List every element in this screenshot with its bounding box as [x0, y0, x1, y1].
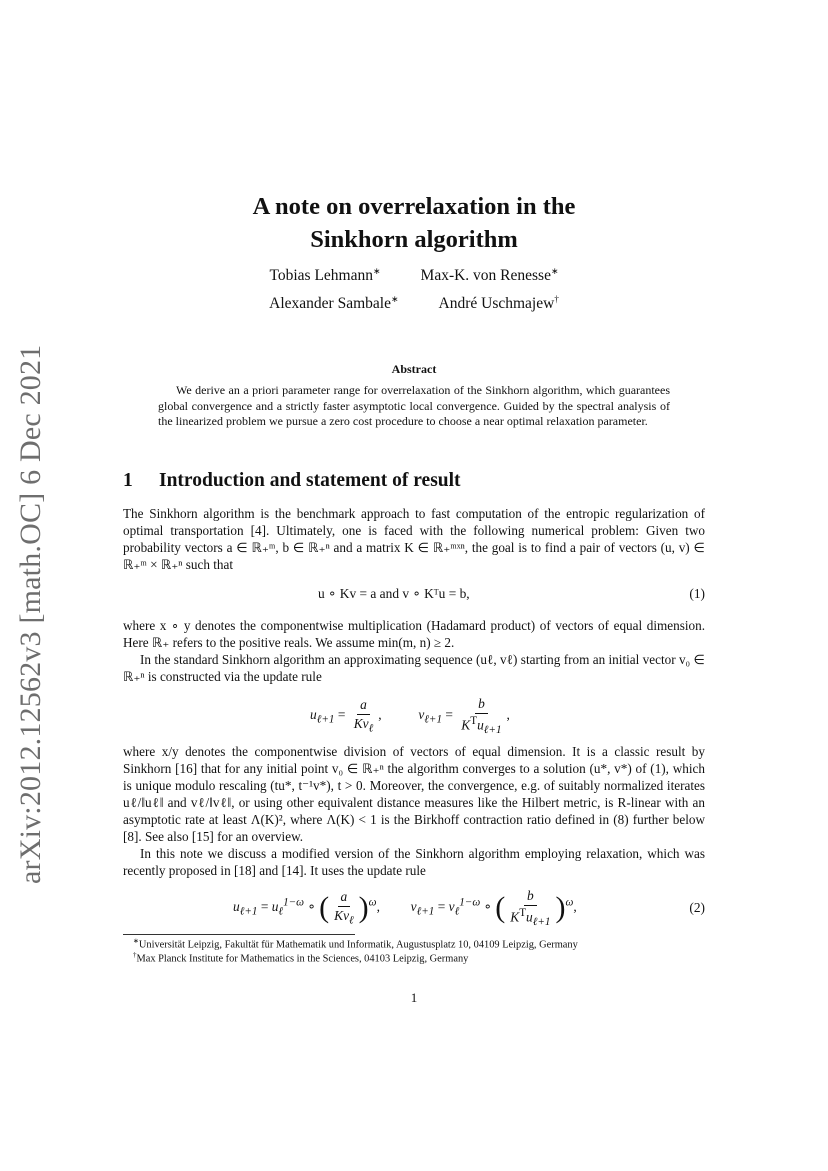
- paper-title: [150, 190, 678, 256]
- section-title: Introduction and statement of result: [159, 470, 461, 491]
- author-row-1: [200, 266, 628, 294]
- fraction: $\frac{b}{K^Tu_{\ell+1}}$: [461, 696, 502, 737]
- section-number: 1: [123, 470, 133, 491]
- paragraph-3: In the standard Sinkhorn algorithm an approximating sequence (uℓ, vℓ) starting from an initial vector v₀ ∈ ℝ₊ⁿ is constructed via the update rule: [123, 652, 705, 684]
- footnote-2: †Max Planck Institute for Mathematics in the Sciences, 04103 Leipzig, Germany: [133, 951, 469, 965]
- author: André Uschmajew†: [438, 294, 559, 313]
- fraction: $\frac{a}{Kv_\ell}$: [334, 889, 354, 927]
- author-row-2: [200, 294, 628, 322]
- paragraph-2: where x ∘ y denotes the componentwise multiplication (Hadamard product) of vectors of equal dimension. Here ℝ₊ refers to the positive reals. We assume min(m, n) ≥ 2.: [123, 618, 705, 650]
- title-line-1: A note on overrelaxation in the: [252, 193, 576, 220]
- author: Max-K. von Renesse∗: [420, 266, 559, 285]
- section-heading: [123, 470, 703, 492]
- equation-1-number: (1): [689, 586, 705, 601]
- fraction: $\frac{b}{K^Tu_{\ell+1}}$: [510, 888, 551, 929]
- arxiv-stamp: arXiv:2012.12562v3 [math.OC] 6 Dec 2021: [14, 344, 47, 884]
- footnote-rule: [123, 934, 355, 935]
- equation-1: u ∘ Kv = a and v ∘ Kᵀu = b,: [318, 586, 470, 601]
- page-number: 1: [410, 990, 418, 1005]
- equation-2-number: (2): [689, 900, 705, 915]
- footnote-1: ∗Universität Leipzig, Fakultät für Mathematik und Informatik, Augustusplatz 10, 04109 Leipzig, Germany: [133, 937, 578, 951]
- author: Alexander Sambale∗: [269, 294, 399, 313]
- author-block: [200, 266, 628, 322]
- sinkhorn-update-equation: $u_{\ell+1}$ = $\frac{a}{Kv_\ell}$ , $v_{\ell+1}$ = $\frac{b}{K^Tu_{\ell+1}}$ ,: [310, 696, 510, 737]
- author: Tobias Lehmann∗: [269, 266, 381, 285]
- fraction: $\frac{a}{Kv_\ell}$: [353, 697, 374, 735]
- paragraph-1: The Sinkhorn algorithm is the benchmark approach to fast computation of the entropic regularization of optimal transportation [4]. Ultimately, one is faced with the following numerical problem: Given two probability vectors a ∈ ℝ₊ᵐ, b ∈ ℝ₊ⁿ and a matrix K ∈ ℝ₊ᵐˣⁿ, the goal is to find a pair of vectors (u, v) ∈ ℝ₊ᵐ × ℝ₊ⁿ such that: [123, 506, 705, 572]
- relaxed-update-equation: $u_{\ell+1} = u_\ell^{1-\omega}$ ∘ ( $\frac{a}{Kv_\ell}$ )$^\omega$, $v_{\ell+1} = v_\ell^{1-\omega}$ ∘ ( $\frac{b}{K^Tu_{\ell+1}}$ )$^\omega$,: [233, 888, 577, 929]
- title-line-2: Sinkhorn algorithm: [310, 226, 518, 253]
- abstract-heading: Abstract: [391, 362, 437, 376]
- abstract-text: We derive an a priori parameter range for overrelaxation of the Sinkhorn algorithm, which guarantees global convergence and a strictly faster asymptotic local convergence. Guided by the spectral analysis of the linearized problem we pursue a zero cost procedure to choose a near optimal relaxation parameter.: [158, 383, 670, 429]
- paragraph-5: In this note we discuss a modified version of the Sinkhorn algorithm employing relaxation, which was recently proposed in [18] and [14]. It uses the update rule: [123, 846, 705, 878]
- paragraph-4: where x/y denotes the componentwise division of vectors of equal dimension. It is a classic result by Sinkhorn [16] that for any initial point v₀ ∈ ℝ₊ⁿ the algorithm converges to a solution (u*, v*) of (1), which is unique modulo rescaling (tu*, t⁻¹v*), t > 0. Moreover, the convergence, e.g. of suitably normalized iterates uℓ/‖uℓ‖ and vℓ/‖vℓ‖, or using other equivalent distance measures like the Hilbert metric, is R-linear with an asymptotic rate at least Λ(K)², where Λ(K) < 1 is the Birkhoff contraction ratio defined in (8) further below [8]. See also [15] for an overview.: [123, 744, 705, 844]
